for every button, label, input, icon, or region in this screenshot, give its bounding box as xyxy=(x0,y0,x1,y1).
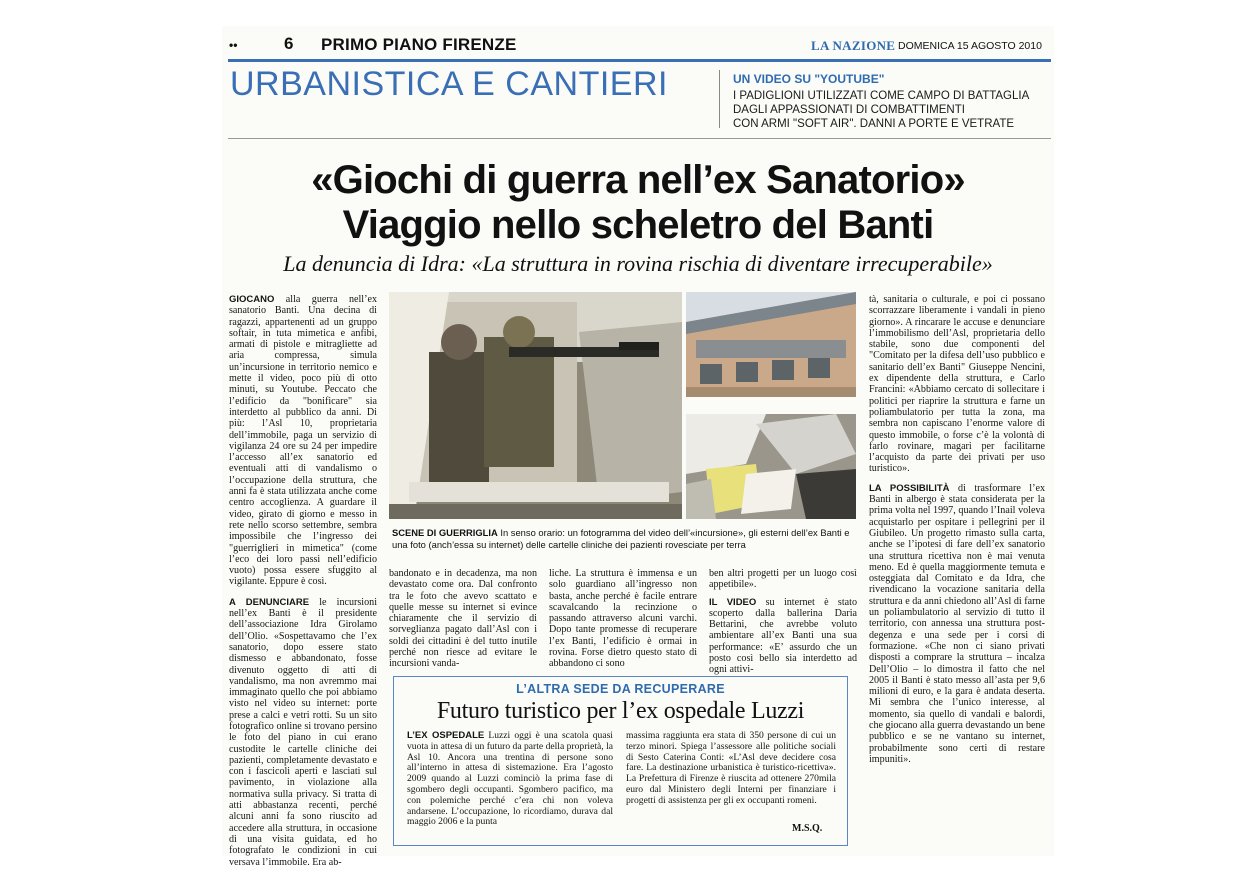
box-lead: L’EX OSPEDALE xyxy=(407,730,485,741)
box-column-1 xyxy=(407,731,613,836)
paragraph xyxy=(229,294,377,588)
paragraph-lead: A DENUNCIARE xyxy=(229,596,310,608)
paragraph xyxy=(869,483,1045,765)
rubric-summary-line: I PADIGLIONI UTILIZZATI COME CAMPO DI BATTAGLIA xyxy=(733,90,1030,102)
article-column-3 xyxy=(549,568,697,673)
paragraph-lead: IL VIDEO xyxy=(709,596,757,608)
headline-line2: Viaggio nello scheletro del Banti xyxy=(342,203,934,247)
paragraph-text: su internet è stato scoperto dalla ballerina Daria Bettarini, che avrebbe voluto ambientare all’ex Banti una sua performance: «E’ assurdo che un posto così bello sia interdetto ad ogni attivi- xyxy=(709,596,857,676)
rubric-kicker: UN VIDEO SU "YOUTUBE" xyxy=(733,72,885,86)
article-column-4 xyxy=(709,568,857,676)
box-kicker: L’ALTRA SEDE DA RECUPERARE xyxy=(516,682,725,696)
paragraph-text: alla guerra nell’ex sanatorio Banti. Una decina di ragazzi, appartenenti ad un gruppo softair, in tuta mimetica e anfibi, armati di pistole e mitragliette ad aria compressa, simula un’incursione in territorio nemico e mette il video, poco più di otto minuti, su Youtube. Peccato che l’edificio da "bonificare" sia interdetto al pubblico da anni. Di più: l’Asl 10, proprietaria dell’immobile, paga un servizio di vigilanza 24 ore su 24 per impedire l’accesso all’ex sanatorio ed eventuali atti di vandalismo o l’occupazione della struttura, che anni fa è stata utilizzata anche come centro accoglienza. A guardare il video, girato di giorno e messo in rete nello scorso settembre, sembra impossibile che l’ingresso dei "guerriglieri in mimetica" (come l’eco dei loro passi nell’edificio vuoto) possa essere sfuggito al vigilante. Eppure è così. xyxy=(229,294,377,588)
paragraph-text: tà, sanitaria o culturale, e poi ci possano scorrazzare liberamente i vandali in pieno giorno». A rincarare le accuse e denunciare l’immobilismo dell’Asl, proprietaria dello stabile, sono due componenti del "Comitato per la difesa dell’uso pubblico e sanitario dell’ex Banti" Giuseppe Nencini, ex dipendente della struttura, e Carlo Francini: «Abbiamo cercato di sollecitare i politici per riaprire la struttura e farne un poliambulatorio per tutta la zona, ma sembra non capiscano l’enorme valore di questo immobile, o forse c’è la volontà di farlo rovinare, magari per facilitarne l’acquisto da parte dei privati per uso turistico». xyxy=(869,294,1045,475)
caption-lead: SCENE DI GUERRIGLIA xyxy=(392,527,498,538)
article-column-5 xyxy=(869,294,1045,845)
paragraph-text: Luzzi oggi è una scatola quasi vuota in attesa di un futuro da parte della proprietà, la Asl 10. Ancora una trentina di persone sono all’interno in attesa di sistemazione. Era l’agosto 2009 quando al Luzzi cominciò la prima fase di sgombero degli occupanti. Sgombero pacifico, ma con polemiche perché c’era chi non voleva andarsene. L’occupazione, lo ricordiamo, durava dal maggio 2006 e la punta xyxy=(407,730,613,828)
issue-date: DOMENICA 15 AGOSTO 2010 xyxy=(898,40,1042,52)
paragraph-text: ben altri progetti per un luogo così appetibile». xyxy=(709,568,857,591)
paragraph-text: bandonato e in decadenza, ma non devastato come ora. Dal confronto tra le foto che avevo scattato e quelle messe su internet si evince chiaramente che il servizio di sorveglianza pagato dall’Asl con i soldi dei cittadini è del tutto inutile perché non riesce ad evitare le incursioni vanda- xyxy=(389,568,537,670)
photo-video-frame xyxy=(389,292,682,519)
medical-records-image xyxy=(686,414,856,519)
caption-text: In senso orario: un fotogramma del video dell’«incursione», gli esterni dell’ex Banti e una foto (anch’essa su internet) delle cartelle cliniche dei pazienti rovesciate per terra xyxy=(392,527,850,550)
box-signature: M.S.Q. xyxy=(792,823,823,834)
box-title: Futuro turistico per l’ex ospedale Luzzi xyxy=(436,698,805,724)
headline-subtitle: La denuncia di Idra: «La struttura in rovina rischia di diventare irrecuperabile» xyxy=(283,251,993,276)
paragraph-text: le incursioni nell’ex Banti è il presidente dell’associazione Idra Girolamo dell’Olio. «Sospettavamo che l’ex sanatorio, dopo essere stato dismesso e abbandonato, fosse divenuto oggetto di atti di vandalismo, ma non avremmo mai immaginato quello che poi abbiamo visto nel video su internet: porte prese a calci e vetri rotti. Su un sito fotografico online si trovano persino le foto del piano in cui erano custodite le cartelle cliniche dei pazienti, completamente devastato e con i fascicoli aperti e lasciati sul pavimento, in violazione alla normativa sulla privacy. Si tratta di atti abbastanza recenti, perché alcuni anni fa sono riuscito ad accedere alla struttura, in occasione di una visita guidata, ed ho fotografato le condizioni in cui versava l’immobile. Era ab- xyxy=(229,596,378,868)
article-column-2 xyxy=(389,568,537,673)
photo-medical-records xyxy=(686,414,856,519)
photo-building-exterior xyxy=(686,292,856,397)
newspaper-name: LA NAZIONE xyxy=(811,38,896,53)
headline-line1: «Giochi di guerra nell’ex Sanatorio» xyxy=(311,158,965,202)
photo-caption xyxy=(392,527,858,550)
rubric-rule xyxy=(228,138,1051,139)
header-dots: •• xyxy=(229,38,238,52)
video-frame-image xyxy=(389,292,682,519)
article-column-1 xyxy=(229,294,378,868)
section-title: PRIMO PIANO FIRENZE xyxy=(321,35,517,54)
paragraph xyxy=(709,597,857,676)
box-column-2 xyxy=(626,731,836,829)
paragraph xyxy=(229,597,377,868)
rubric-divider xyxy=(719,70,720,128)
header-rule xyxy=(228,59,1051,62)
rubric-summary-line: DAGLI APPASSIONATI DI COMBATTIMENTI xyxy=(733,104,965,116)
paragraph-text: di trasformare l’ex Banti in albergo è stata considerata per la prima volta nel 1997, quando l’Inail voleva acquistarlo per ospitare i pellegrini per il Giubileo. Un progetto rimasto sulla carta, anche se l’ipotesi di fare dell’ex sanatorio una struttura ricettiva non è mai venuta meno. Ed è quella maggiormente temuta e osteggiata dal Comitato e da Idra, che rivendicano la vocazione sanitaria della struttura e da anni chiedono all’Asl di farne un poliambulatorio al servizio di tutto il territorio, con annessa una struttura post-degenza e una sede per i corsi di formazione. «Che non ci siano privati disposti a comprare la struttura – incalza Dell’Olio – lo dimostra il fatto che nel 2005 il Banti è stato messo all’asta per 9,6 milioni di euro, e la gara è andata deserta. Mi sembra che l’unico interesse, al momento, sia quello di vandali e balordi, che giocano alla guerra devastando un bene pubblico e se ne vantano su internet, probabilmente sono certi di restare impuniti». xyxy=(869,482,1045,765)
paragraph-text: liche. La struttura è immensa e un solo guardiano all’ingresso non basta, anche perché è facile entrare scavalcando la recinzione o passando attraverso alcuni varchi. Dopo tante promesse di recuperare l’ex Banti, l’edificio è ormai in rovina. Forse dietro questo stato di abbandono ci sono xyxy=(549,568,697,670)
page-number: 6 xyxy=(284,34,294,53)
paragraph-lead: LA POSSIBILITÀ xyxy=(869,482,950,494)
paragraph xyxy=(407,731,613,828)
rubric-title: URBANISTICA E CANTIERI xyxy=(230,65,668,103)
rubric-summary-line: CON ARMI "SOFT AIR". DANNI A PORTE E VETRATE xyxy=(733,118,1015,130)
paragraph-lead: GIOCANO xyxy=(229,294,275,305)
rubric-summary xyxy=(733,89,1029,131)
building-exterior-image xyxy=(686,292,856,397)
paragraph-text: massima raggiunta era stata di 350 persone di cui un terzo minori. Spiega l’assessore alle politiche sociali di Sesto Caterina Conti: «L’Asl deve decidere cosa fare. La destinazione urbanistica è turistico-ricettiva». La Prefettura di Firenze è riuscita ad ottenere 270mila euro dal Ministero degli Interni per finanziare i progetti di assistenza per gli ex occupanti romeni. xyxy=(626,730,836,806)
